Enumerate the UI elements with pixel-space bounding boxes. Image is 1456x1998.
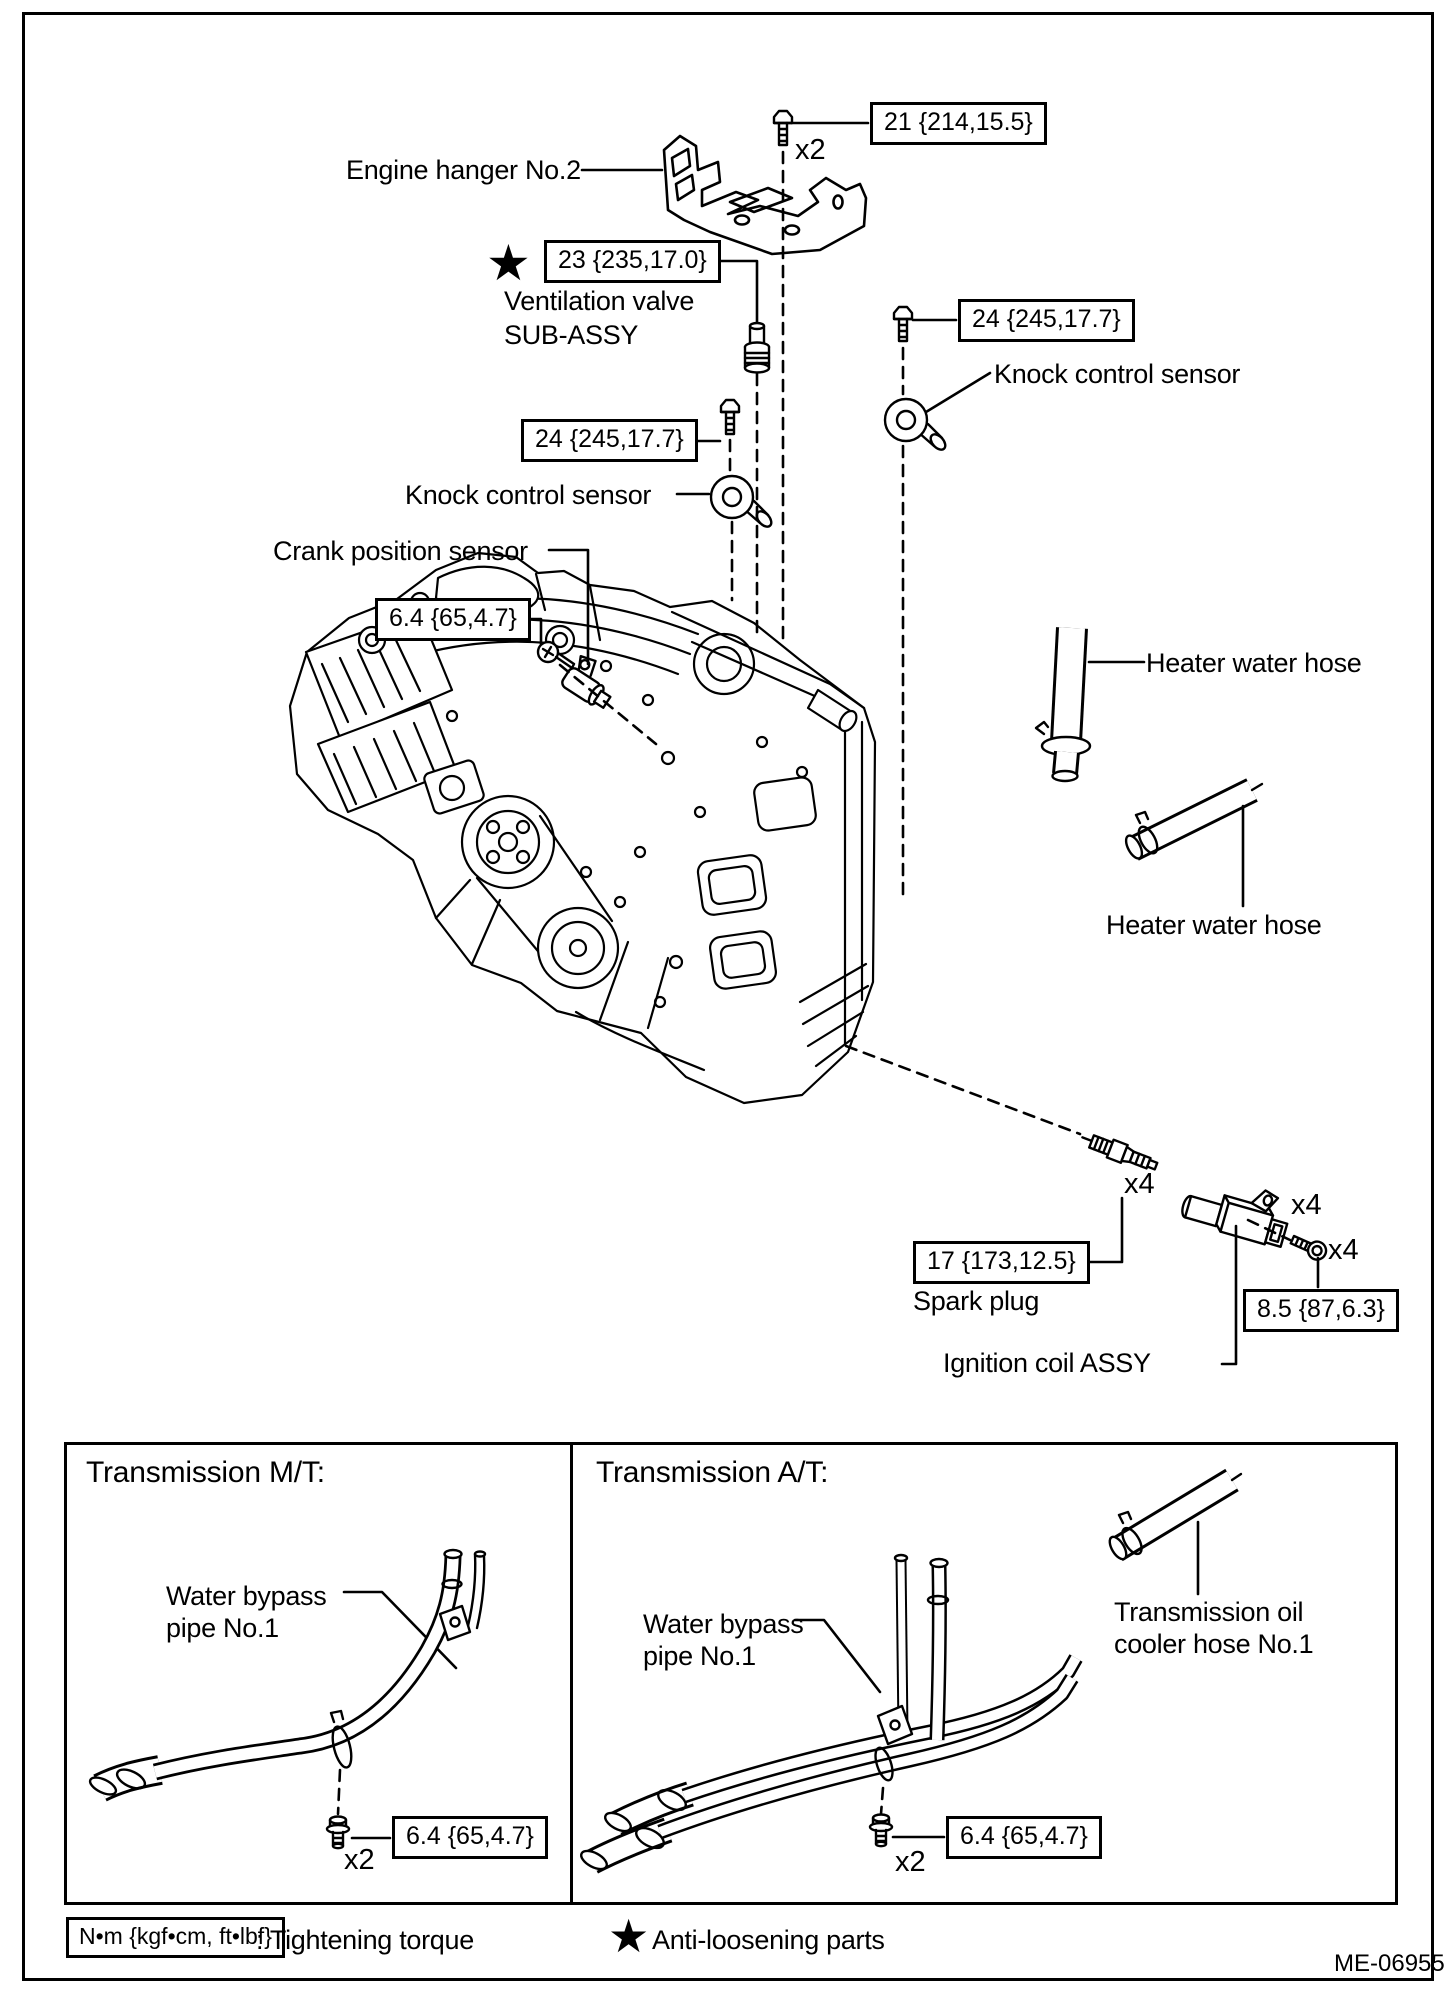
knock-sensor-right-bolt xyxy=(894,307,912,341)
torque-box-coil-bolt: 8.5 {87,6.3} xyxy=(1243,1289,1399,1332)
knock-sensor-right-part xyxy=(885,399,948,452)
mt-water-bypass-label-2: pipe No.1 xyxy=(166,1613,279,1643)
transmission-panels xyxy=(64,1442,1398,1905)
at-panel-title: Transmission A/T: xyxy=(596,1456,829,1489)
anti-loosening-star-icon: ★ xyxy=(486,235,531,291)
torque-box-mt-bolt: 6.4 {65,4.7} xyxy=(392,1816,548,1859)
torque-box-knock-right: 24 {245,17.7} xyxy=(958,299,1135,342)
ventilation-valve-label-1: Ventilation valve xyxy=(504,286,695,316)
oil-cooler-hose-label-2: cooler hose No.1 xyxy=(1114,1629,1314,1659)
figure-code: ME-06955 xyxy=(1334,1950,1445,1977)
hanger-bolt xyxy=(774,111,792,145)
torque-box-ventilation-valve: 23 {235,17.0} xyxy=(544,240,721,283)
knock-sensor-left-bolt xyxy=(721,400,739,434)
crank-sensor-label: Crank position sensor xyxy=(273,536,528,566)
knock-sensor-left-part xyxy=(711,476,774,529)
heater-hose-lower-part xyxy=(1123,784,1262,861)
oil-cooler-hose-label-1: Transmission oil xyxy=(1114,1597,1304,1627)
spark-plug-label: Spark plug xyxy=(913,1286,1040,1316)
legend-unit-desc: : Tightening torque xyxy=(256,1925,474,1955)
at-water-bypass-label-2: pipe No.1 xyxy=(643,1641,756,1671)
spark-plug-count: x4 xyxy=(1124,1168,1155,1200)
torque-box-knock-left: 24 {245,17.7} xyxy=(521,419,698,462)
torque-box-engine-hanger: 21 {214,15.5} xyxy=(870,102,1047,145)
heater-hose-lower-label: Heater water hose xyxy=(1106,910,1322,940)
ignition-coil-count: x4 xyxy=(1291,1189,1322,1221)
knock-sensor-left-label: Knock control sensor xyxy=(405,480,652,510)
heater-hose-upper-label: Heater water hose xyxy=(1146,648,1362,678)
knock-sensor-right-label: Knock control sensor xyxy=(994,359,1241,389)
at-bolt-count: x2 xyxy=(895,1846,926,1878)
mt-water-bypass-label-1: Water bypass xyxy=(166,1581,327,1611)
at-water-bypass-label-1: Water bypass xyxy=(643,1609,804,1639)
legend-star-desc: Anti-loosening parts xyxy=(652,1925,885,1955)
mt-panel-title: Transmission M/T: xyxy=(86,1456,325,1489)
engine-hanger-label: Engine hanger No.2 xyxy=(346,155,581,185)
ignition-coil-label: Ignition coil ASSY xyxy=(943,1348,1151,1378)
heater-hose-upper-part xyxy=(1036,628,1090,781)
panel-divider xyxy=(570,1445,573,1902)
legend-star-icon: ★ xyxy=(608,1910,650,1962)
torque-box-crank-sensor: 6.4 {65,4.7} xyxy=(375,598,531,641)
coil-bolt-count: x4 xyxy=(1328,1234,1359,1266)
mt-bolt-count: x2 xyxy=(344,1844,375,1876)
legend-unit-box: N•m {kgf•cm, ft•lbf} xyxy=(66,1917,285,1958)
ventilation-valve-part xyxy=(745,323,769,373)
hanger-bolt-count: x2 xyxy=(795,134,826,166)
torque-box-at-bolt: 6.4 {65,4.7} xyxy=(946,1816,1102,1859)
ignition-coil-bolt xyxy=(1289,1231,1329,1262)
ventilation-valve-label-2: SUB-ASSY xyxy=(504,320,639,350)
engine-hanger-part xyxy=(664,136,866,254)
torque-box-spark-plug: 17 {173,12.5} xyxy=(913,1241,1090,1284)
